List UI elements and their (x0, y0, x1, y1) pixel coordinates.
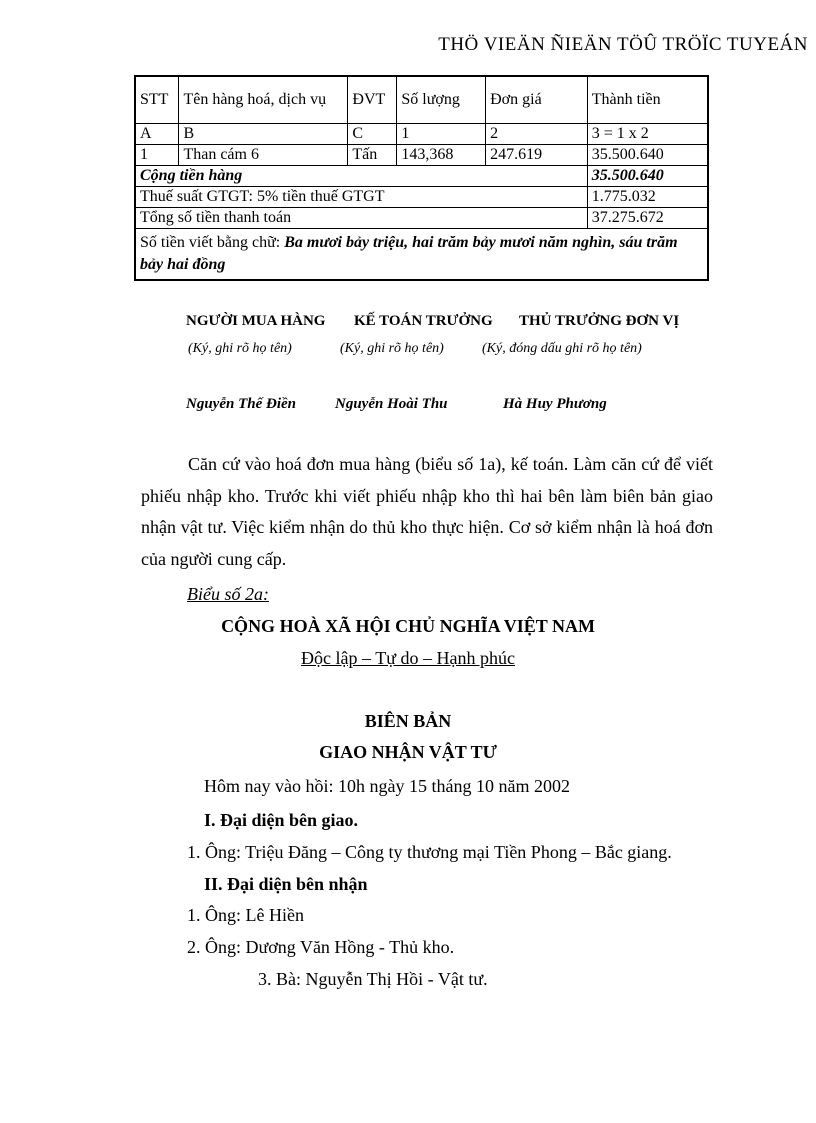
total-value: 37.275.672 (587, 208, 708, 229)
signature-name-accountant: Nguyễn Hoài Thu (335, 396, 448, 412)
in-words-cell (135, 229, 708, 281)
list-item: 1. Ông: Lê Hiền (187, 905, 304, 925)
signature-note-director: (Ký, đóng dấu ghi rõ họ tên) (482, 341, 642, 356)
column-header: Tên hàng hoá, dịch vụ (179, 76, 348, 124)
column-header: STT (135, 76, 179, 124)
column-header: ĐVT (348, 76, 397, 124)
signature-note-accountant: (Ký, ghi rõ họ tên) (340, 341, 444, 356)
page-header: THÖ VIEÄN ÑIEÄN TÖÛ TRÖÏC TUYEÁN (438, 34, 808, 55)
column-header: Số lượng (397, 76, 486, 124)
signature-name-buyer: Nguyễn Thế Điền (186, 396, 296, 412)
list-item: 1. Ông: Triệu Đăng – Công ty thương mại Tiền Phong – Bắc giang. (187, 842, 672, 862)
table-cell: 2 (486, 124, 588, 145)
invoice-table (134, 75, 709, 281)
in-words-label: Số tiền viết bằng chữ: (140, 234, 285, 251)
table-cell: Than cám 6 (179, 145, 348, 166)
signature-title-accountant: KẾ TOÁN TRƯỞNG (354, 313, 493, 329)
table-cell: 247.619 (486, 145, 588, 166)
table-cell: B (179, 124, 348, 145)
column-header: Thành tiền (587, 76, 708, 124)
signature-title-buyer: NGƯỜI MUA HÀNG (186, 313, 326, 329)
list-item: 3. Bà: Nguyễn Thị Hồi - Vật tư. (258, 969, 488, 989)
body-paragraph-text: Căn cứ vào hoá đơn mua hàng (biểu số 1a), kế toán. Làm căn cứ để viết phiếu nhập kho. Trước khi viết phiếu nhập kho thì hai bên làm biên bản giao nhận vật tư. Việc kiểm nhận do thủ kho thực hiện. Cơ sở kiểm nhận là hoá đơn của người cung cấp. (141, 454, 713, 569)
table-row (135, 145, 708, 166)
signature-note-buyer: (Ký, ghi rõ họ tên) (188, 341, 292, 356)
table-cell: 1 (135, 145, 179, 166)
body-paragraph (141, 449, 713, 575)
in-words-value: Ba mươi bảy triệu, hai trăm bảy mươi năm nghìn, sáu trăm bảy hai đồng (140, 234, 678, 273)
section-heading-deliverer: I. Đại diện bên giao. (204, 810, 359, 830)
table-cell: Tấn (348, 145, 397, 166)
column-header: Đơn giá (486, 76, 588, 124)
doc-title-line-2: GIAO NHẬN VẬT TƯ (319, 742, 497, 762)
subtotal-label: Cộng tiền hàng (135, 166, 587, 187)
motto-text: Độc lập – Tự do – Hạnh phúc (301, 648, 515, 668)
total-label: Tổng số tiền thanh toán (135, 208, 587, 229)
table-header-row (135, 76, 708, 124)
table-cell: 3 = 1 x 2 (587, 124, 708, 145)
table-cell: A (135, 124, 179, 145)
in-words-row (135, 229, 708, 281)
republic-heading: CỘNG HOÀ XÃ HỘI CHỦ NGHĨA VIỆT NAM (221, 616, 595, 636)
subtotal-value: 35.500.640 (587, 166, 708, 187)
date-line: Hôm nay vào hồi: 10h ngày 15 tháng 10 năm 2002 (204, 776, 570, 796)
table-cell: 143,368 (397, 145, 486, 166)
form-label: Biểu số 2a: (187, 584, 269, 604)
doc-title-line-1: BIÊN BẢN (364, 711, 452, 731)
motto (0, 648, 816, 669)
total-row (135, 208, 708, 229)
signature-title-director: THỦ TRƯỞNG ĐƠN VỊ (519, 313, 680, 329)
section-heading-receiver: II. Đại diện bên nhận (204, 874, 368, 894)
table-cell: C (348, 124, 397, 145)
subtotal-row (135, 166, 708, 187)
table-cell: 1 (397, 124, 486, 145)
signature-name-director: Hà Huy Phương (503, 396, 607, 412)
vat-value: 1.775.032 (587, 187, 708, 208)
vat-row (135, 187, 708, 208)
list-item: 2. Ông: Dương Văn Hồng - Thủ kho. (187, 937, 455, 957)
vat-label: Thuế suất GTGT: 5% tiền thuế GTGT (135, 187, 587, 208)
table-cell: 35.500.640 (587, 145, 708, 166)
table-row (135, 124, 708, 145)
